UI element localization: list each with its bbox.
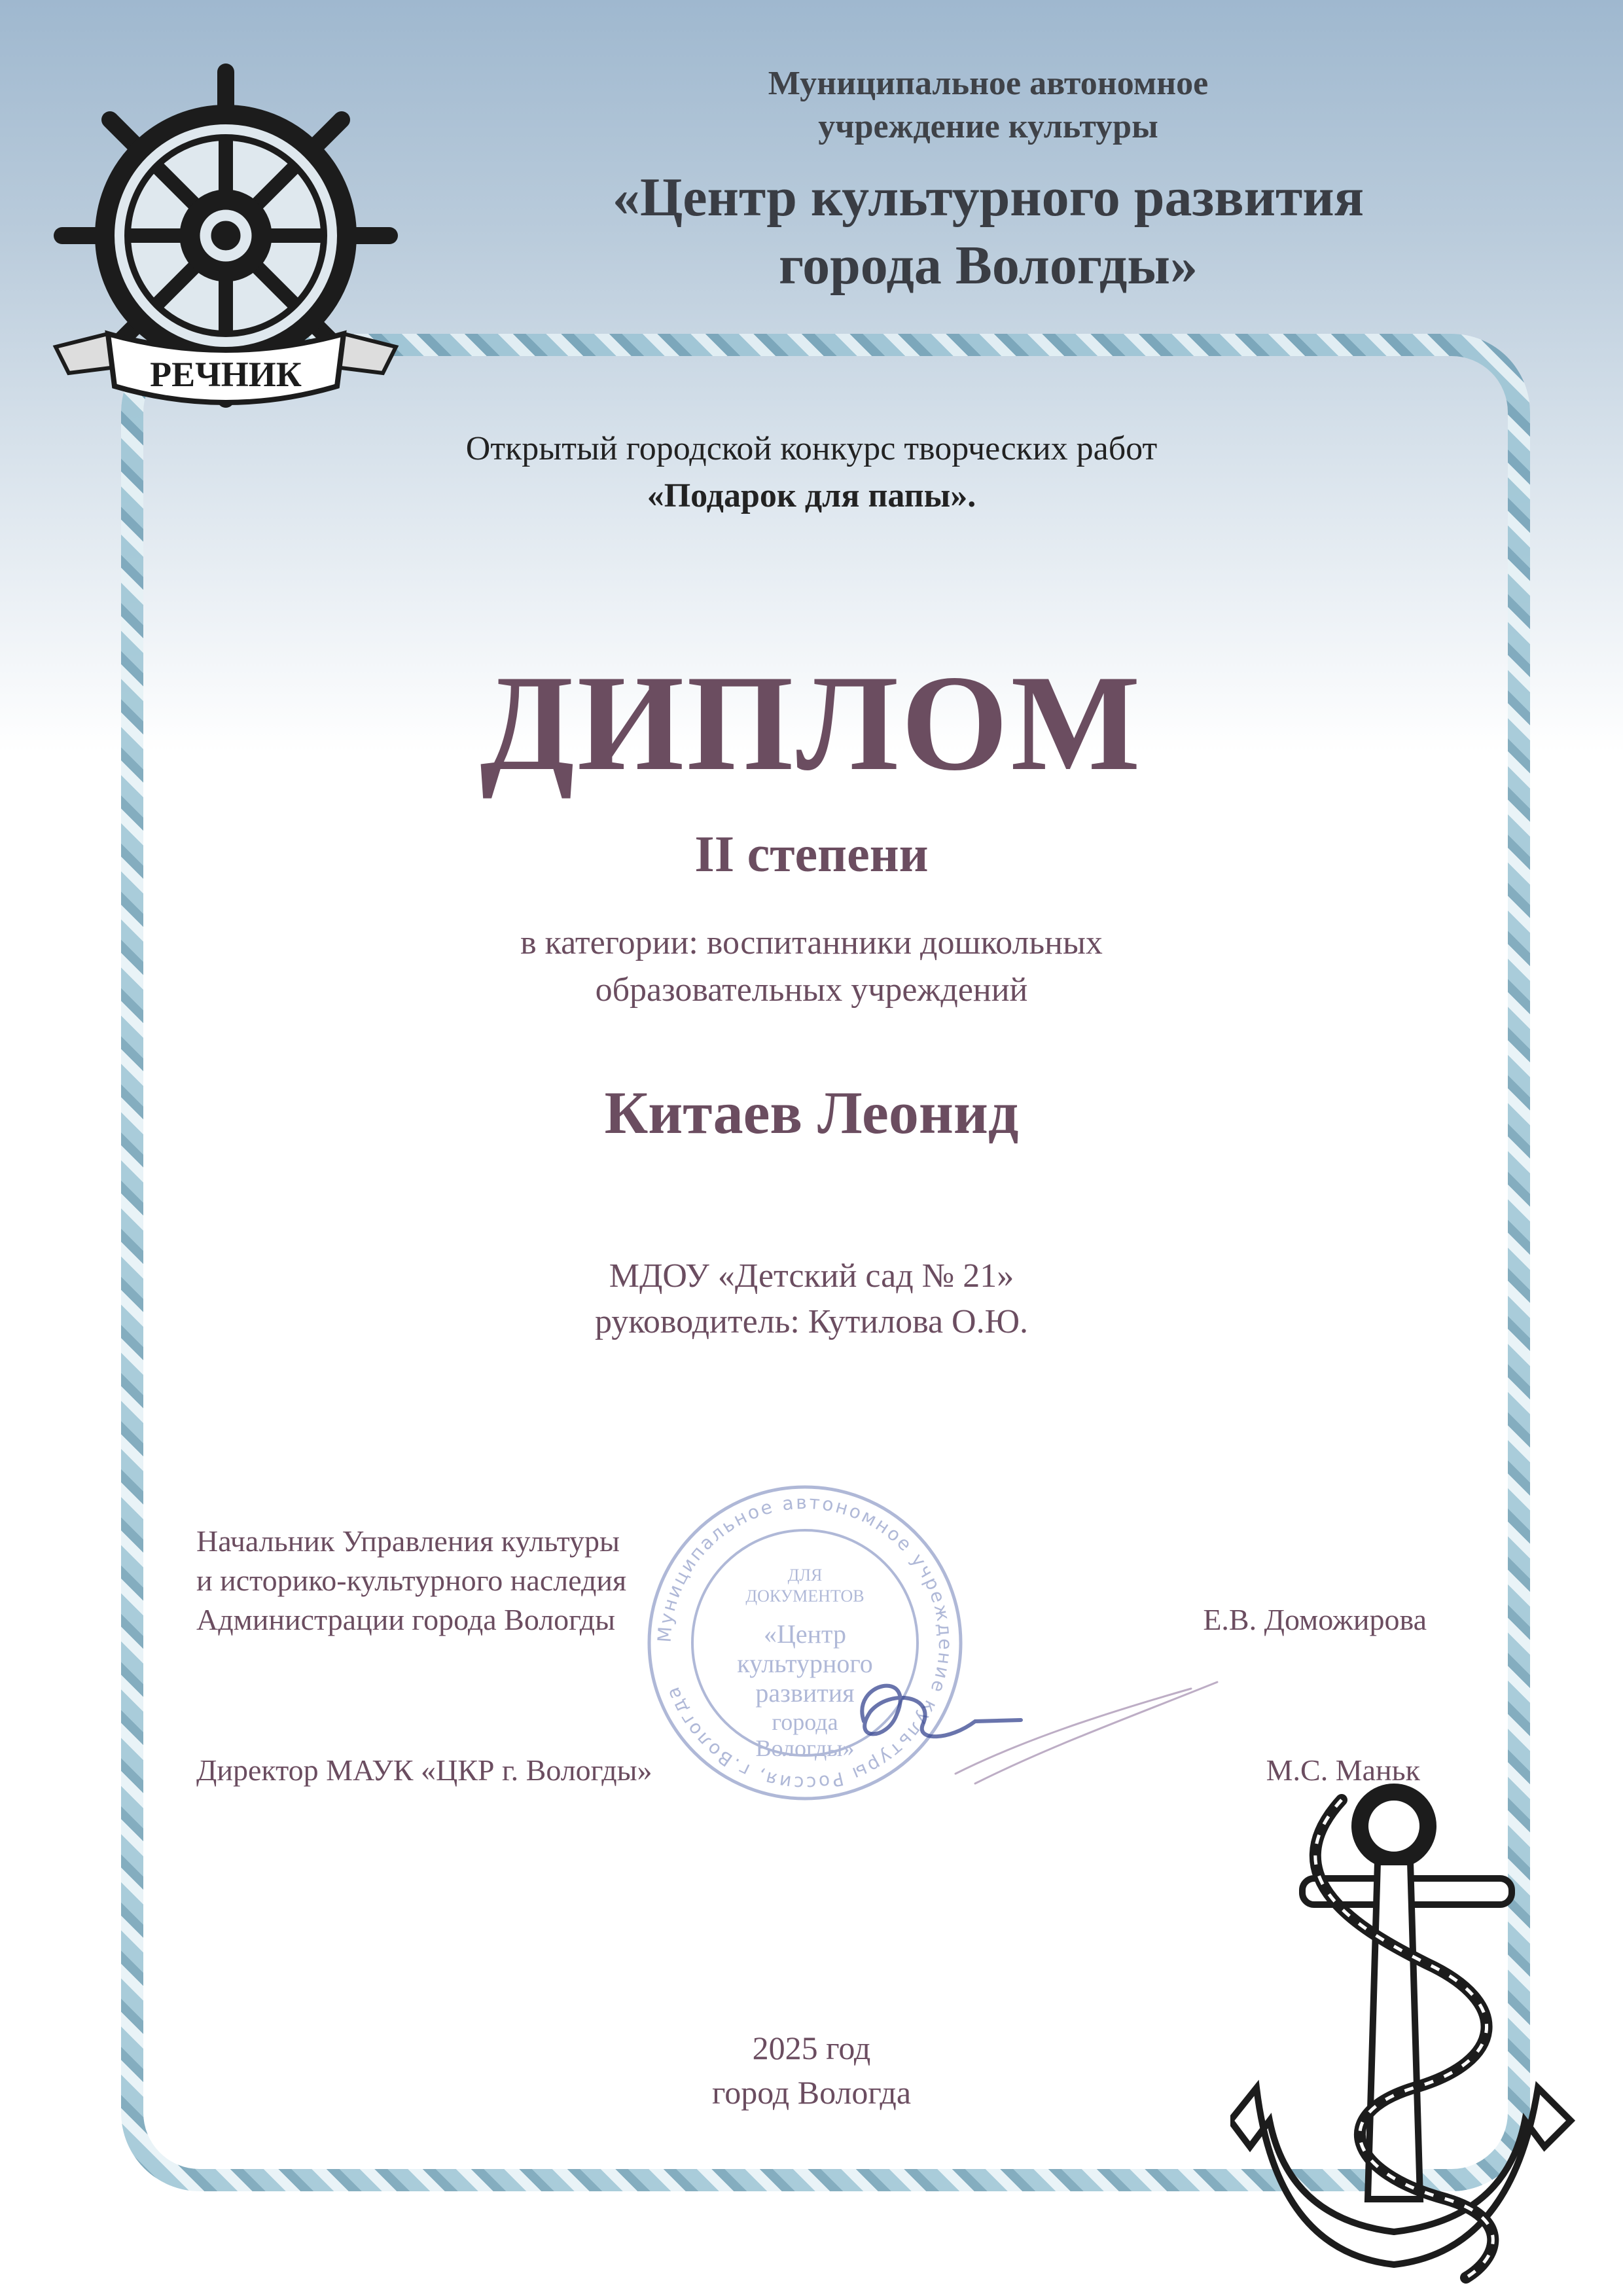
- diploma-category: [0, 920, 1623, 1014]
- head-position-line-3: Администрации города Вологды: [196, 1603, 616, 1636]
- stamp-center-line-1: «Центр: [763, 1619, 847, 1649]
- organization-type: [615, 62, 1361, 149]
- contest-description: Открытый городской конкурс творческих работ: [465, 430, 1158, 467]
- logo-banner-text: РЕЧНИК: [150, 355, 302, 394]
- stamp-center-line-4: города: [772, 1709, 838, 1735]
- director-position: Директор МАУК «ЦКР г. Вологды»: [196, 1753, 652, 1787]
- director-name: М.С. Маньк: [1266, 1753, 1420, 1787]
- anchor-icon: [1230, 1780, 1597, 2284]
- recipient-institution: [0, 1253, 1623, 1345]
- organization-line-2: учреждение культуры: [818, 108, 1158, 145]
- institution-name: МДОУ «Детский сад № 21»: [609, 1257, 1014, 1295]
- organization-name: [478, 164, 1499, 300]
- head-position: [196, 1522, 626, 1640]
- category-line-2: образовательных учреждений: [595, 971, 1028, 1009]
- recipient-name: Китаев Леонид: [604, 1079, 1019, 1146]
- organization-name-line-2: города Вологды»: [779, 235, 1198, 296]
- head-position-line-1: Начальник Управления культуры: [196, 1524, 620, 1558]
- stamp-outer-text: Муниципальное автономное учреждение культуры Россия, г.Вологда: [653, 1491, 957, 1795]
- supervisor-name: руководитель: Кутилова О.Ю.: [594, 1303, 1029, 1340]
- stamp-inner-top: ДЛЯ: [787, 1566, 823, 1585]
- contest-info: [0, 425, 1623, 520]
- footer-city: город Вологда: [711, 2074, 912, 2111]
- stamp-center-line-3: развития: [755, 1678, 855, 1708]
- contest-title: «Подарок для папы».: [647, 477, 976, 514]
- diploma-title: ДИПЛОМ: [480, 647, 1143, 799]
- category-line-1: в категории: воспитанники дошкольных: [520, 924, 1103, 961]
- head-name: Е.В. Доможирова: [1203, 1603, 1427, 1636]
- head-position-line-2: и историко-культурного наследия: [196, 1564, 627, 1597]
- organization-name-line-1: «Центр культурного развития: [612, 167, 1364, 228]
- footer-year: 2025 год: [752, 2030, 871, 2066]
- stamp-inner-docs: ДОКУМЕНТОВ: [745, 1587, 865, 1605]
- diploma-degree: II степени: [694, 825, 929, 882]
- ship-wheel-logo: [36, 59, 416, 425]
- stamp-center-line-5: Вологды»: [755, 1735, 855, 1761]
- organization-line-1: Муниципальное автономное: [768, 65, 1209, 102]
- stamp-center-line-2: культурного: [737, 1649, 873, 1678]
- signature-scribble: [825, 1643, 1230, 1793]
